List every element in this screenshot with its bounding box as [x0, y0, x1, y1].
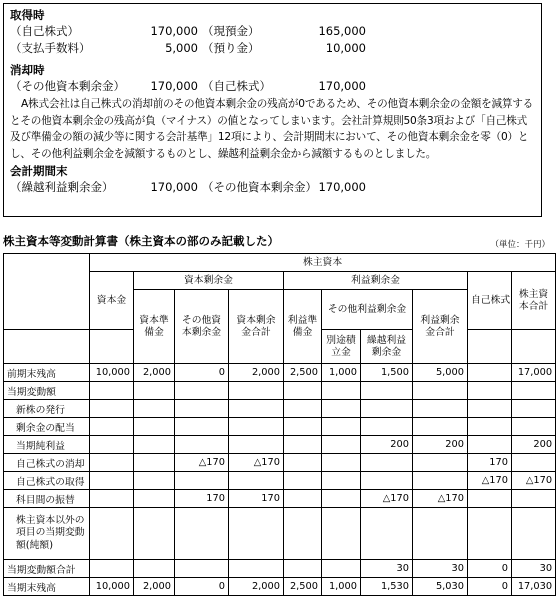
table-cell [322, 454, 361, 472]
table-cell: 1,000 [322, 578, 361, 596]
table-cell: 17,000 [512, 364, 556, 382]
table-cell [413, 400, 468, 418]
header-other-capital-surplus: その他資本剰余金 [175, 290, 229, 364]
header-corner [4, 254, 90, 330]
table-cell [90, 436, 134, 454]
table-cell: 170 [468, 454, 512, 472]
table-cell [322, 490, 361, 508]
header-legal-reserve: 利益準備金 [284, 290, 322, 364]
header-capital-surplus: 資本剰余金 [134, 272, 284, 290]
table-cell: △170 [413, 490, 468, 508]
credit-account: （現預金） [202, 24, 260, 38]
table-cell [90, 400, 134, 418]
table-cell [284, 490, 322, 508]
row-label: 当期純利益 [4, 436, 90, 454]
table-cell: 17,030 [512, 578, 556, 596]
unit-label: （単位：千円） [490, 240, 550, 250]
table-cell: 200 [413, 436, 468, 454]
table-cell [134, 490, 175, 508]
table-cell [413, 418, 468, 436]
table-row [4, 364, 556, 382]
table-cell [90, 490, 134, 508]
table-row [4, 472, 556, 490]
acquisition-heading: 取得時 [10, 8, 45, 22]
table-cell: 2,000 [134, 364, 175, 382]
table-cell [322, 508, 361, 560]
debit-account: （自己株式） [10, 24, 79, 38]
credit-amount: 10,000 [325, 41, 366, 55]
credit-account: （その他資本剰余金） [202, 180, 317, 194]
table-cell [175, 418, 229, 436]
table-cell [229, 382, 284, 400]
credit-amount: 170,000 [318, 79, 366, 93]
table-cell [322, 382, 361, 400]
table-cell [134, 560, 175, 578]
debit-account: （その他資本剰余金） [10, 79, 125, 93]
table-cell: 30 [361, 560, 413, 578]
table-cell [322, 472, 361, 490]
header-other-retained-earnings: その他利益剰余金 [322, 290, 413, 330]
table-cell [134, 454, 175, 472]
table-cell [468, 382, 512, 400]
table-cell: 2,000 [229, 578, 284, 596]
table-cell: 0 [175, 364, 229, 382]
journal-entries-box [3, 3, 542, 217]
debit-amount: 170,000 [150, 180, 198, 194]
table-cell [468, 508, 512, 560]
table-cell: △170 [229, 454, 284, 472]
row-label: 当期変動額 [4, 382, 90, 400]
table-cell [134, 472, 175, 490]
table-cell: 2,500 [284, 364, 322, 382]
credit-account: （預り金） [202, 41, 260, 55]
header-capital-lower [90, 330, 134, 364]
table-row [4, 578, 556, 596]
table-cell [229, 472, 284, 490]
table-cell [229, 436, 284, 454]
table-cell [468, 418, 512, 436]
credit-account: （自己株式） [202, 79, 271, 93]
table-cell [413, 508, 468, 560]
table-cell: △170 [361, 490, 413, 508]
equity-statement-table [3, 253, 556, 596]
credit-amount: 165,000 [318, 24, 366, 38]
header-retained-earnings-carried: 繰越利益剰余金 [361, 330, 413, 364]
row-label: 株主資本以外の項目の当期変動額(純額) [4, 508, 90, 560]
header-treasury-lower [468, 330, 512, 364]
table-cell [134, 400, 175, 418]
table-cell [284, 472, 322, 490]
table-cell [322, 418, 361, 436]
header-treasury-stock: 自己株式 [468, 272, 512, 330]
header-equity-total: 株主資本合計 [512, 272, 556, 330]
table-cell [468, 436, 512, 454]
journal-line [10, 40, 535, 57]
table-cell [134, 508, 175, 560]
table-cell [175, 508, 229, 560]
table-cell [284, 454, 322, 472]
table-cell [284, 418, 322, 436]
row-label: 自己株式の消却 [4, 454, 90, 472]
table-cell: 10,000 [90, 364, 134, 382]
debit-amount: 170,000 [150, 79, 198, 93]
table-cell [175, 436, 229, 454]
row-label: 当期変動額合計 [4, 560, 90, 578]
header-special-reserve: 別途積立金 [322, 330, 361, 364]
table-cell [512, 454, 556, 472]
table-cell: 0 [175, 578, 229, 596]
table-cell [361, 454, 413, 472]
table-cell: △170 [175, 454, 229, 472]
table-cell [361, 382, 413, 400]
table-cell: 0 [468, 578, 512, 596]
table-cell [175, 560, 229, 578]
table-cell: 200 [512, 436, 556, 454]
table-cell: 170 [229, 490, 284, 508]
table-cell: 30 [413, 560, 468, 578]
table-row [4, 454, 556, 472]
debit-account: （支払手数料） [10, 41, 91, 55]
table-cell: 0 [468, 560, 512, 578]
header-retained-earnings: 利益剰余金 [284, 272, 468, 290]
table-cell: △170 [468, 472, 512, 490]
table-cell [134, 382, 175, 400]
journal-line [10, 179, 535, 196]
table-cell [322, 560, 361, 578]
table-row [4, 418, 556, 436]
table-cell [361, 418, 413, 436]
table-cell: 10,000 [90, 578, 134, 596]
row-label: 自己株式の取得 [4, 472, 90, 490]
debit-account: （繰越利益剰余金） [10, 180, 114, 194]
table-cell [175, 472, 229, 490]
table-cell [229, 400, 284, 418]
table-cell [284, 400, 322, 418]
table-cell: 2,000 [134, 578, 175, 596]
debit-amount: 170,000 [150, 24, 198, 38]
table-cell [90, 418, 134, 436]
journal-line [10, 78, 535, 95]
statement-title: 株主資本等変動計算書（株主資本の部のみ記載した） [3, 234, 279, 248]
header-shareholders-equity: 株主資本 [90, 254, 556, 272]
row-label: 当期末残高 [4, 578, 90, 596]
table-cell [175, 382, 229, 400]
period-end-heading: 会計期間末 [10, 164, 68, 178]
table-cell [322, 400, 361, 418]
table-cell [512, 418, 556, 436]
table-cell: 1,000 [322, 364, 361, 382]
table-cell [322, 436, 361, 454]
table-row [4, 560, 556, 578]
table-row [4, 508, 556, 560]
table-cell [90, 560, 134, 578]
header-corner-lower [4, 330, 90, 364]
table-cell [90, 454, 134, 472]
table-cell [413, 472, 468, 490]
table-cell [134, 418, 175, 436]
table-cell [468, 364, 512, 382]
table-row [4, 436, 556, 454]
header-total-lower [512, 330, 556, 364]
table-cell [284, 508, 322, 560]
table-cell [512, 490, 556, 508]
table-cell: 2,000 [229, 364, 284, 382]
table-row [4, 400, 556, 418]
table-cell [512, 400, 556, 418]
table-cell [413, 454, 468, 472]
explanation-paragraph: A株式会社は自己株式の消却前のその他資本剰余金の残高が0であるため、その他資本剰余金の金額を減算するとその他資本剰余金の残高が負（マイナス）の値となってしまいます。会社計算規則50条3項および「自己株式及び準備金の額の減少等に関する会計基準」12項により、会計期間末において、その他資本剰余金を零（0）とし、その他利益剰余金を減額するものとし、繰越利益剰余金から減額するものとしました。 [10, 98, 534, 160]
table-cell [468, 490, 512, 508]
table-cell: 200 [361, 436, 413, 454]
table-cell [90, 508, 134, 560]
table-cell: 5,030 [413, 578, 468, 596]
header-capital-surplus-total: 資本剰余金合計 [229, 290, 284, 364]
table-row [4, 382, 556, 400]
row-label: 剰余金の配当 [4, 418, 90, 436]
debit-amount: 5,000 [165, 41, 198, 55]
row-label: 科目間の振替 [4, 490, 90, 508]
cancellation-heading: 消却時 [10, 63, 45, 77]
table-cell [90, 382, 134, 400]
table-row [4, 490, 556, 508]
header-capital: 資本金 [90, 272, 134, 330]
header-capital-reserve: 資本準備金 [134, 290, 175, 364]
table-cell: 1,500 [361, 364, 413, 382]
table-cell [413, 382, 468, 400]
header-retained-earnings-total: 利益剰余金合計 [413, 290, 468, 364]
table-cell: 5,000 [413, 364, 468, 382]
table-cell [512, 382, 556, 400]
table-cell [361, 472, 413, 490]
table-cell: 30 [512, 560, 556, 578]
table-cell [512, 508, 556, 560]
credit-amount: 170,000 [318, 180, 366, 194]
table-cell: △170 [512, 472, 556, 490]
table-cell [468, 400, 512, 418]
table-cell [175, 400, 229, 418]
table-cell [284, 436, 322, 454]
table-cell [361, 508, 413, 560]
table-cell: 2,500 [284, 578, 322, 596]
table-cell [229, 418, 284, 436]
row-label: 新株の発行 [4, 400, 90, 418]
row-label: 前期末残高 [4, 364, 90, 382]
table-cell [229, 560, 284, 578]
journal-line [10, 23, 535, 40]
table-cell [284, 560, 322, 578]
table-cell [229, 508, 284, 560]
table-cell [284, 382, 322, 400]
table-cell [134, 436, 175, 454]
table-cell [90, 472, 134, 490]
table-cell: 1,530 [361, 578, 413, 596]
table-cell [361, 400, 413, 418]
table-cell: 170 [175, 490, 229, 508]
